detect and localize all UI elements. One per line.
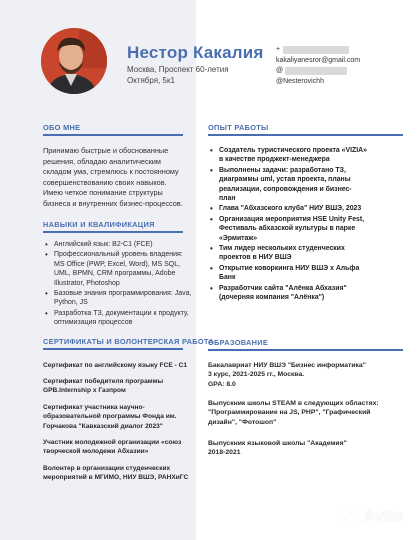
education-line: 3 курс, 2021-2025 гг., Москва. bbox=[208, 371, 305, 379]
experience-item: • Создатель туристического проекта «VIZIA» в качестве проджект-менеджера bbox=[208, 146, 368, 165]
about-title: ОБО МНЕ bbox=[43, 123, 81, 132]
email-line[interactable] bbox=[276, 56, 412, 67]
certificate-line: Волонтер в организации студенческих bbox=[43, 465, 171, 472]
avito-watermark bbox=[342, 506, 408, 530]
certificate-line: Сертификат победителя программы bbox=[43, 378, 164, 385]
certificate-line: мероприятий в МГИМО, НИУ ВШЭ, РАНХиГС bbox=[43, 474, 189, 482]
education-line: GPA: 8.0 bbox=[208, 380, 236, 388]
certificates-title: СЕРТИФИКАТЫ И ВОЛОНТЕРСКАЯ РАБОТА bbox=[43, 337, 214, 346]
experience-item: • Организация мероприятия HSE Unity Fest, Фестиваль абхазской культуры в парке «Эрмитаж» bbox=[208, 215, 368, 243]
experience-item: • Тим лидер нескольких студенческих проектов в НИУ ВШЭ bbox=[208, 244, 368, 263]
skill-item: • Разработка ТЗ, документации к продукту, оптимизация процессов bbox=[43, 309, 193, 328]
about-line: бизнеса и внутренних бизнес-процессов. bbox=[43, 198, 183, 208]
certificate-item bbox=[43, 464, 193, 483]
certificate-line: Горчакова "Кавказский диалог 2023" bbox=[43, 422, 163, 430]
about-line: складом ума, стремлюсь к постоянному bbox=[43, 167, 179, 177]
social-prefix: @ bbox=[276, 67, 284, 74]
skill-item: • Профессиональный уровень владения: MS Office (PWP, Excel, Word), MS SQL, UML, BPMN, CRM программы, Adobe Illustrator, Photoshop bbox=[43, 250, 193, 288]
experience-divider bbox=[208, 134, 403, 136]
education-line: Выпускник школы STEAM в следующих областях: bbox=[208, 400, 379, 407]
certificate-line: Сертификат по английскому языку FCE - C1 bbox=[43, 362, 188, 369]
education-block bbox=[208, 399, 408, 427]
experience-list bbox=[208, 146, 368, 304]
certificate-line: творческой молодежи Абхазии» bbox=[43, 448, 149, 456]
education-line: "Программирование на JS, PHP", "Графический bbox=[208, 409, 371, 417]
phone-prefix: + bbox=[276, 46, 281, 53]
redacted-phone bbox=[283, 46, 349, 54]
location-text: Москва, Проспект 60-летия bbox=[127, 65, 229, 74]
redacted-social bbox=[285, 67, 347, 75]
skill-item: • Базовые знания программирования: Java, Python, JS bbox=[43, 289, 193, 308]
about-text bbox=[43, 146, 193, 210]
certificate-line: образовательной программы Фонда им. bbox=[43, 413, 177, 421]
about-line: совершенствованию своих навыков. bbox=[43, 177, 167, 187]
telegram-line[interactable] bbox=[276, 77, 412, 88]
email-text[interactable]: kakaliyanesror@gmail.com bbox=[276, 56, 361, 64]
avatar bbox=[41, 28, 107, 94]
experience-title: ОПЫТ РАБОТЫ bbox=[208, 123, 269, 132]
district-text: Октября, 5к1 bbox=[127, 76, 175, 85]
experience-item: • Разработчик сайта "Алёнка Абхазия" (дочерняя компания "Алёнка") bbox=[208, 284, 368, 303]
education-line: дизайн", "Фотошоп" bbox=[208, 418, 277, 426]
watermark-text: Avito bbox=[364, 508, 404, 525]
about-divider bbox=[43, 134, 183, 136]
experience-item: • Открытие коворкинга НИУ ВШЭ х Альфа Банк bbox=[208, 264, 368, 283]
skills-title: НАВЫКИ И КВАЛИФИКАЦИЯ bbox=[43, 220, 155, 229]
skills-divider bbox=[43, 231, 183, 233]
education-block bbox=[208, 439, 408, 458]
education-line: Бакалавриат НИУ ВШЭ "Бизнес информатика" bbox=[208, 362, 366, 369]
about-line: Принимаю быстрые и обоснованные bbox=[43, 146, 169, 155]
certificate-line: GPB.Internship x Газпром bbox=[43, 387, 126, 395]
education-divider bbox=[208, 349, 403, 351]
certificate-item bbox=[43, 377, 193, 396]
skill-item: • Английский язык: B2-C1 (FCE) bbox=[43, 240, 193, 249]
certificate-item bbox=[43, 438, 193, 457]
telegram-text[interactable]: @Nesterovichh bbox=[276, 77, 324, 85]
certificate-item bbox=[43, 361, 193, 370]
phone-line bbox=[276, 45, 412, 56]
certificate-item bbox=[43, 403, 193, 431]
education-line: 2018-2021 bbox=[208, 449, 241, 457]
certificates-divider bbox=[43, 348, 183, 350]
contacts-block bbox=[276, 45, 412, 87]
skills-list bbox=[43, 240, 193, 329]
avito-logo-icon bbox=[342, 509, 362, 527]
certificate-line: Участник молодежной организации «союз bbox=[43, 439, 182, 446]
about-line: Имею четкое понимание структуры bbox=[43, 188, 163, 198]
education-line: Выпускник языковой школы "Академия" bbox=[208, 440, 347, 447]
social-line bbox=[276, 66, 412, 77]
education-block bbox=[208, 361, 408, 389]
about-line: решения, обладаю аналитическим bbox=[43, 156, 161, 166]
person-name: Нестор Какалия bbox=[127, 43, 264, 62]
experience-item: • Выполнены задачи: разработано ТЗ, диаграммы uml, устав проекта, планы реализации, сопровождения и бизнес-план bbox=[208, 166, 368, 204]
education-title: ОБРАЗОВАНИЕ bbox=[208, 338, 269, 347]
experience-item: • Глава "Абхазского клуба" НИУ ВШЭ, 2023 bbox=[208, 204, 368, 213]
certificate-line: Сертификат участника научно- bbox=[43, 404, 145, 411]
